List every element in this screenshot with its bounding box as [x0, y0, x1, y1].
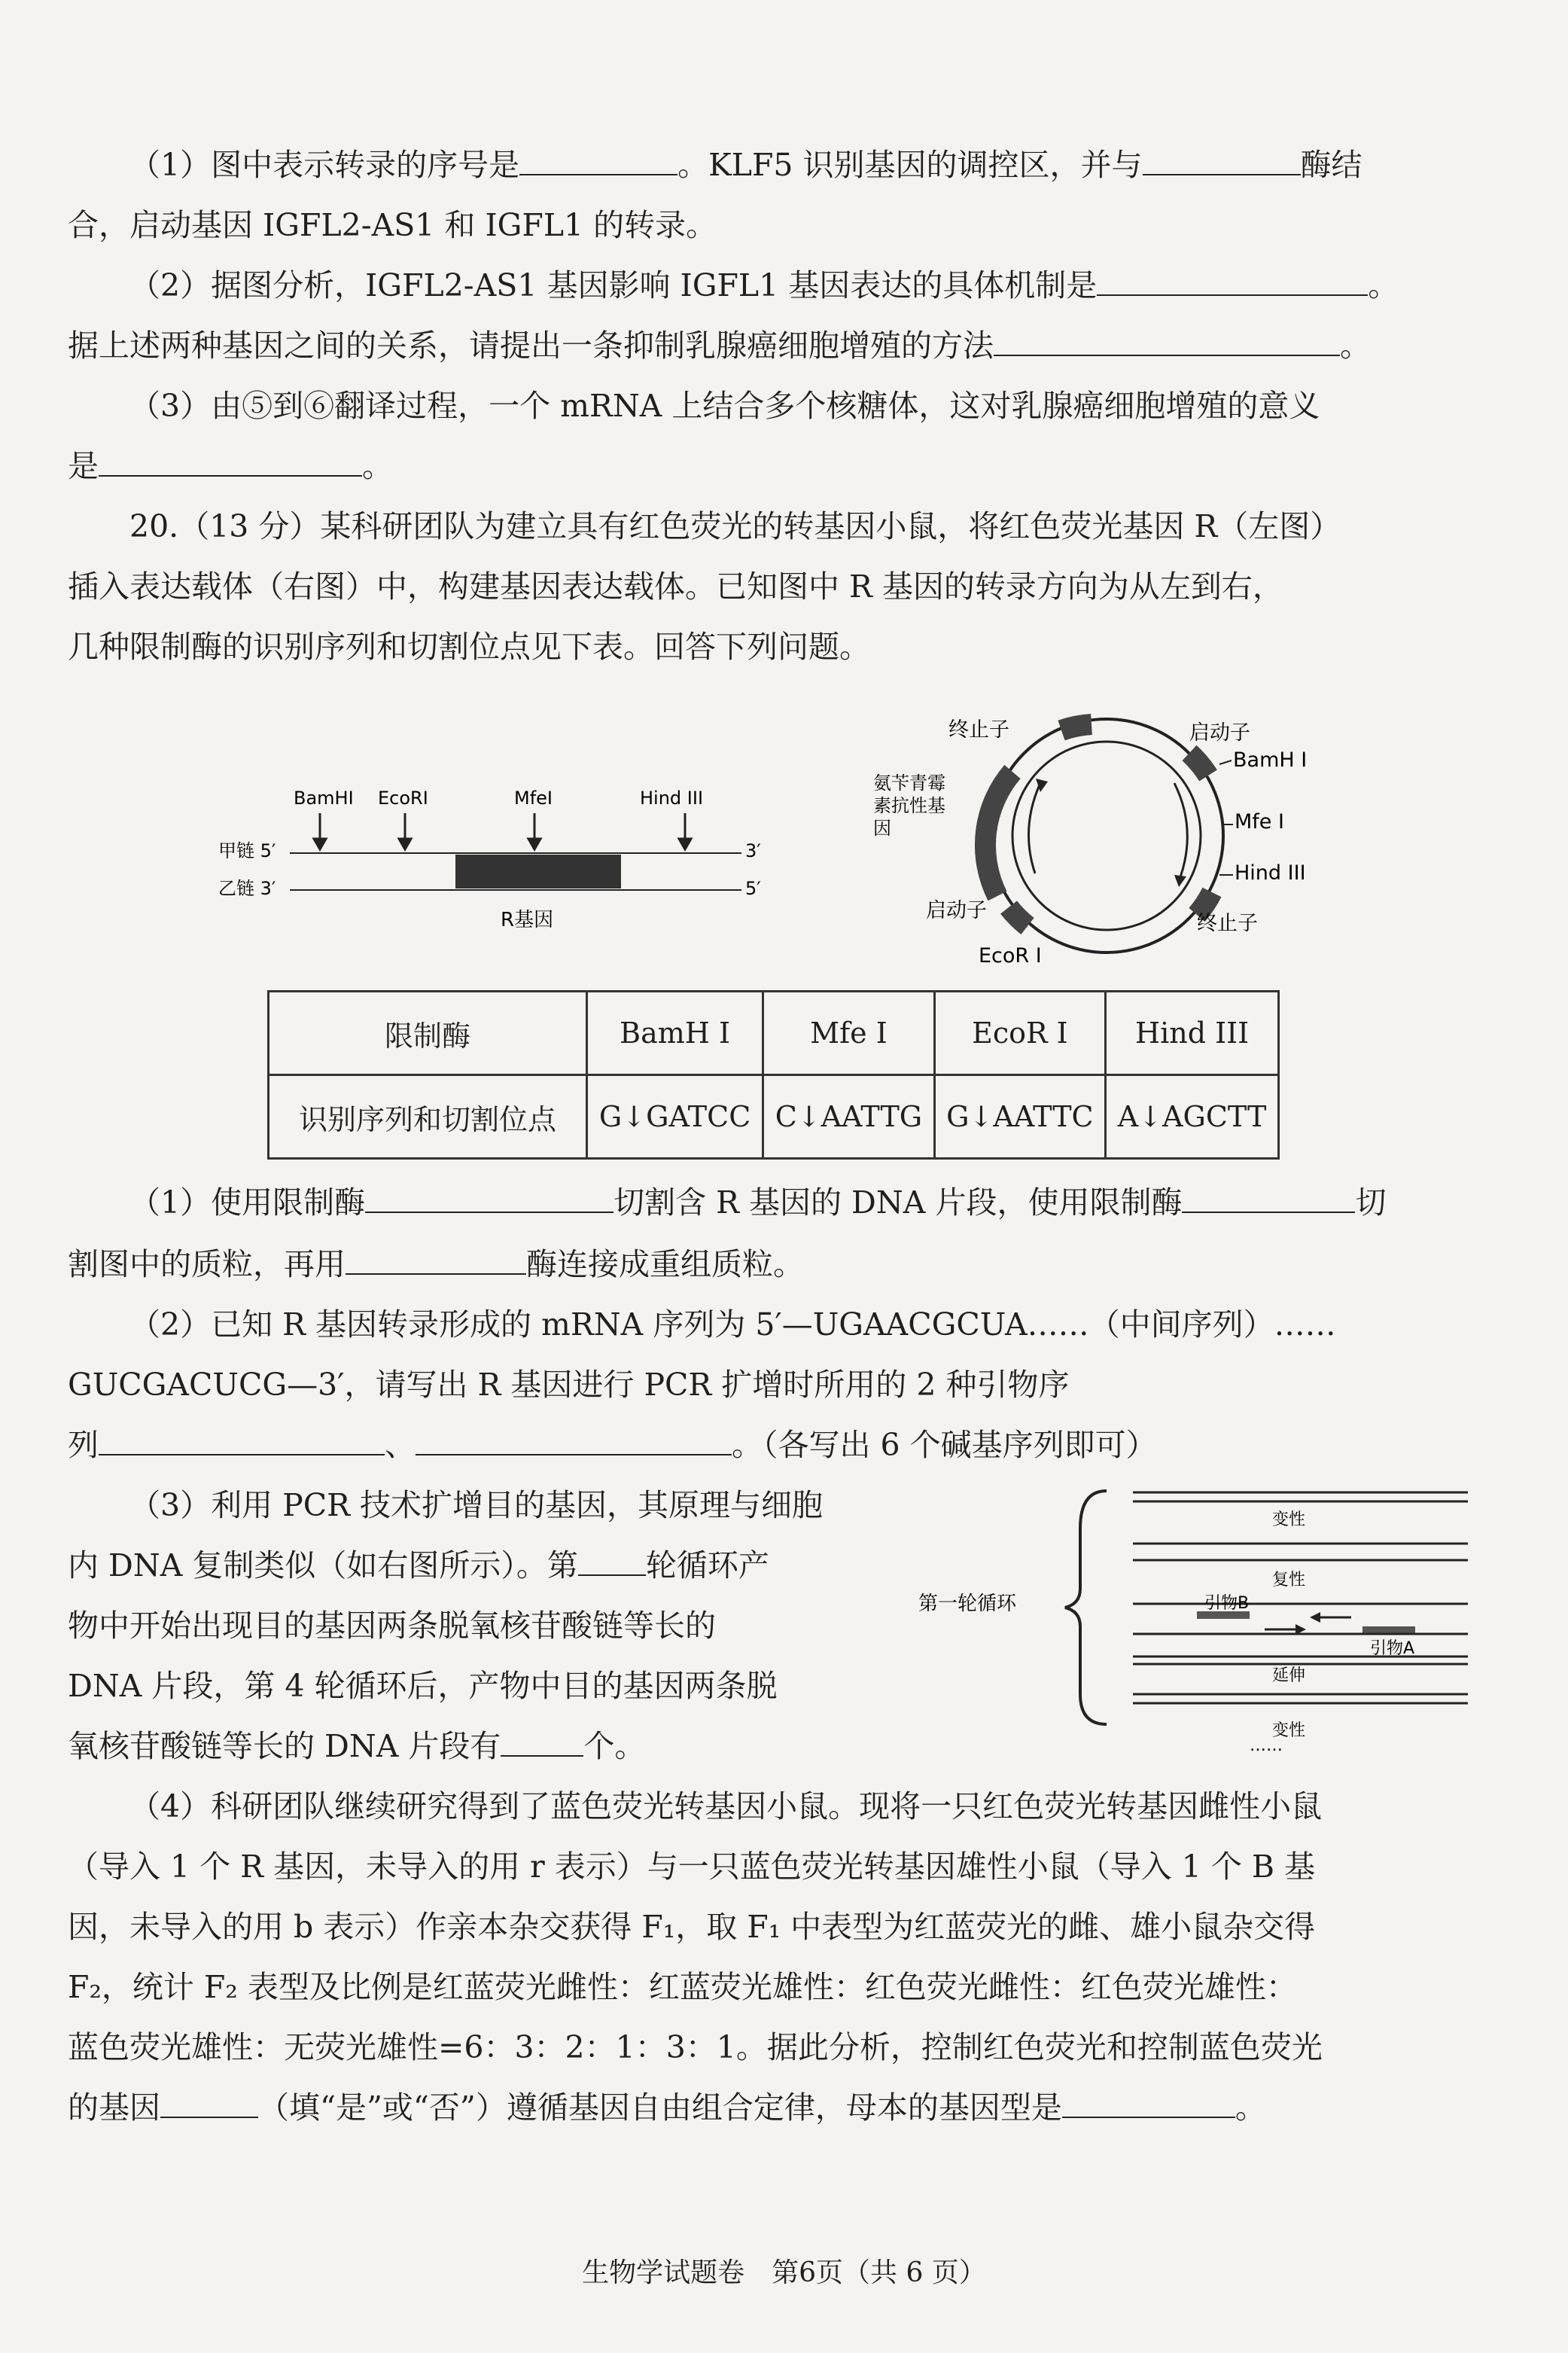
- page-footer: 生物学试题卷 第6页（共 6 页）: [582, 2257, 986, 2288]
- terminator-segment-top: [1061, 724, 1092, 730]
- terminator-top-label: 终止子: [948, 718, 1009, 742]
- answer-blank[interactable]: [994, 329, 1340, 356]
- q20-intro-3: 几种限制酶的识别序列和切割位点见下表。回答下列问题。: [68, 629, 870, 665]
- strand-b-end: 5′: [745, 878, 761, 899]
- resistance-gene-segment: [985, 772, 1012, 896]
- text: （填“是”或“否”）遵循基因自由组合定律，母本的基因型是: [258, 2089, 1062, 2126]
- q20-s3-line-3: 物中开始出现目的基因两条脱氧核苷酸链等长的: [68, 1608, 716, 1644]
- table-cell: BamH I: [587, 992, 763, 1075]
- table-cell: Mfe I: [763, 992, 934, 1075]
- q20-s1-line-2: [68, 1242, 1498, 1286]
- text: 。: [1340, 328, 1371, 364]
- pcr-cycle-diagram: [911, 1476, 1483, 1754]
- strand-b-label: 乙链 3′: [218, 878, 276, 899]
- text: 的基因: [68, 2089, 160, 2126]
- gene-label: R基因: [501, 909, 554, 931]
- q20-s1-line-1: [129, 1181, 1560, 1224]
- text: 割图中的质粒，再用: [68, 1246, 346, 1282]
- text: （2）据图分析，IGFL2-AS1 基因影响 IGFL1 基因表达的具体机制是: [129, 267, 1098, 303]
- text: 。: [1368, 267, 1399, 303]
- table-cell: C↓AATTG: [763, 1075, 934, 1159]
- q20-s4-line-5: 蓝色荧光雄性：无荧光雄性=6：3：2：1：3：1。据此分析，控制红色荧光和控制蓝色荧光: [68, 2029, 1323, 2065]
- text: 列: [68, 1427, 99, 1463]
- answer-blank[interactable]: [501, 1730, 583, 1757]
- table-cell: EcoR I: [934, 992, 1105, 1075]
- strand-a-end: 3′: [745, 840, 761, 861]
- promoter-left-label: 启动子: [926, 899, 987, 922]
- q19-line-2: 合，启动基因 IGFL2-AS1 和 IGFL1 的转录。: [68, 207, 717, 243]
- r-gene-diagram: [203, 776, 790, 949]
- direction-arrow-right: [1174, 783, 1187, 877]
- table-cell: G↓GATCC: [587, 1075, 763, 1159]
- q20-intro-2: 插入表达载体（右图）中，构建基因表达载体。已知图中 R 基因的转录方向为从左到右，: [68, 568, 1283, 605]
- hind-site-label: Hind III: [1235, 861, 1306, 885]
- table-row: [269, 1075, 1279, 1159]
- resistance-label-1: 氨苄青霉: [873, 773, 945, 794]
- text: 切: [1355, 1184, 1387, 1221]
- extend-label: 延伸: [1272, 1666, 1306, 1685]
- answer-blank[interactable]: [578, 1549, 646, 1576]
- text: 。（各写出 6 个碱基序列即可）: [732, 1427, 1157, 1463]
- table-header-row: [269, 992, 1279, 1075]
- first-cycle-label: 第一轮循环: [918, 1593, 1017, 1615]
- promoter-top-label: 启动子: [1189, 721, 1250, 745]
- text: 轮循环产: [645, 1547, 769, 1583]
- table-cell: 限制酶: [269, 992, 587, 1075]
- text: 、: [385, 1427, 416, 1463]
- answer-blank[interactable]: [519, 148, 677, 175]
- q20-s4-line-4: F₂，统计 F₂ 表型及比例是红蓝荧光雌性：红蓝荧光雄性：红色荧光雌性：红色荧光雄性：: [68, 1969, 1297, 2005]
- ecor-site-label: EcoR I: [979, 944, 1042, 968]
- denature-label-1: 变性: [1272, 1510, 1306, 1529]
- text: （1）使用限制酶: [129, 1184, 366, 1221]
- answer-blank[interactable]: [99, 450, 362, 477]
- text: 。: [1235, 2089, 1266, 2126]
- text: 。: [362, 448, 393, 484]
- table-cell: 识别序列和切割位点: [269, 1075, 587, 1159]
- terminator-bottom-label: 终止子: [1197, 912, 1258, 935]
- answer-blank[interactable]: [1143, 148, 1301, 175]
- plasmid-diagram: [866, 700, 1355, 979]
- q20-s3-line-4: DNA 片段，第 4 轮循环后，产物中目的基因两条脱: [68, 1668, 778, 1704]
- answer-blank[interactable]: [99, 1428, 385, 1455]
- text: 据上述两种基因之间的关系，请提出一条抑制乳腺癌细胞增殖的方法: [68, 328, 994, 364]
- cut-site-arrows: [314, 813, 691, 849]
- hind-label: Hind III: [640, 788, 704, 809]
- answer-blank[interactable]: [1062, 2091, 1235, 2118]
- q19-line-1: [129, 143, 1560, 187]
- text: 切割含 R 基因的 DNA 片段，使用限制酶: [613, 1184, 1183, 1221]
- q19-line-4: [68, 324, 1498, 367]
- answer-blank[interactable]: [416, 1428, 732, 1455]
- q19-line-3: [129, 264, 1560, 307]
- strand-a-label: 甲链 5′: [218, 840, 276, 861]
- resistance-label-3: 因: [873, 818, 891, 839]
- answer-blank[interactable]: [365, 1186, 613, 1213]
- arrowhead: [1174, 875, 1186, 887]
- promoter-segment-top: [1189, 753, 1208, 776]
- plasmid-ring-inner: [1012, 742, 1201, 930]
- answer-blank[interactable]: [346, 1248, 526, 1275]
- mfe-site-label: Mfe I: [1235, 810, 1284, 834]
- continuation-dots: ……: [1250, 1736, 1283, 1754]
- text: 。KLF5 识别基因的调控区，并与: [677, 147, 1143, 183]
- text: 酶连接成重组质粒。: [526, 1246, 804, 1282]
- primer-a-label: 引物A: [1370, 1639, 1415, 1658]
- text: （1）图中表示转录的序号是: [129, 147, 520, 183]
- answer-blank[interactable]: [160, 2091, 258, 2118]
- table-cell: Hind III: [1106, 992, 1279, 1075]
- q20-s4-line-6: [68, 2086, 1498, 2129]
- primer-b-label: 引物B: [1204, 1594, 1250, 1613]
- text: 是: [68, 448, 99, 484]
- ecor-label: EcoRI: [378, 788, 428, 809]
- bamh-label: BamHI: [294, 788, 354, 809]
- q20-s2-line-2: GUCGACUCG—3′，请写出 R 基因进行 PCR 扩增时所用的 2 种引物序: [68, 1367, 1070, 1403]
- anneal-label: 复性: [1272, 1571, 1306, 1589]
- table-cell: A↓AGCTT: [1106, 1075, 1279, 1159]
- answer-blank[interactable]: [1097, 269, 1368, 296]
- bamh-site-label: BamH I: [1233, 748, 1308, 772]
- cycle-brace: [1065, 1491, 1107, 1724]
- mfe-label: MfeI: [514, 788, 553, 809]
- table-cell: G↓AATTC: [934, 1075, 1105, 1159]
- arrowhead: [1310, 1612, 1320, 1623]
- resistance-label-2: 素抗性基: [873, 795, 945, 816]
- text: 酶结: [1300, 147, 1362, 183]
- q19-line-5: （3）由⑤到⑥翻译过程，一个 mRNA 上结合多个核糖体，这对乳腺癌细胞增殖的意义: [129, 388, 1320, 424]
- r-gene-block: [455, 855, 621, 888]
- q20-s4-line-1: （4）科研团队继续研究得到了蓝色荧光转基因小鼠。现将一只红色荧光转基因雌性小鼠: [129, 1788, 1323, 1824]
- text: 内 DNA 复制类似（如右图所示）。第: [68, 1547, 578, 1583]
- q19-line-6: [68, 444, 1498, 488]
- q20-s4-line-3: 因，未导入的用 b 表示）作亲本杂交获得 F₁，取 F₁ 中表型为红蓝荧光的雌、雄小鼠杂交得: [68, 1909, 1316, 1945]
- restriction-enzyme-table: [267, 990, 1280, 1160]
- q20-s2-line-1: （2）已知 R 基因转录形成的 mRNA 序列为 5′—UGAACGCUA……（中间序列）……: [129, 1306, 1336, 1343]
- q20-s4-line-2: （导入 1 个 R 基因，未导入的用 r 表示）与一只蓝色荧光转基因雄性小鼠（导入 1 个 B 基: [68, 1849, 1316, 1885]
- q20-s2-line-3: [68, 1423, 1498, 1467]
- text: 个。: [583, 1728, 646, 1764]
- promoter-segment-left: [1009, 907, 1028, 926]
- direction-arrow-left: [1028, 783, 1040, 873]
- q20-s3-line-1: （3）利用 PCR 技术扩增目的基因，其原理与细胞: [129, 1487, 823, 1523]
- denature-label-2: 变性: [1272, 1721, 1306, 1740]
- answer-blank[interactable]: [1182, 1186, 1355, 1213]
- q20-intro-1: 20.（13 分）某科研团队为建立具有红色荧光的转基因小鼠，将红色荧光基因 R（左图）: [129, 508, 1341, 544]
- text: 氧核苷酸链等长的 DNA 片段有: [68, 1728, 501, 1764]
